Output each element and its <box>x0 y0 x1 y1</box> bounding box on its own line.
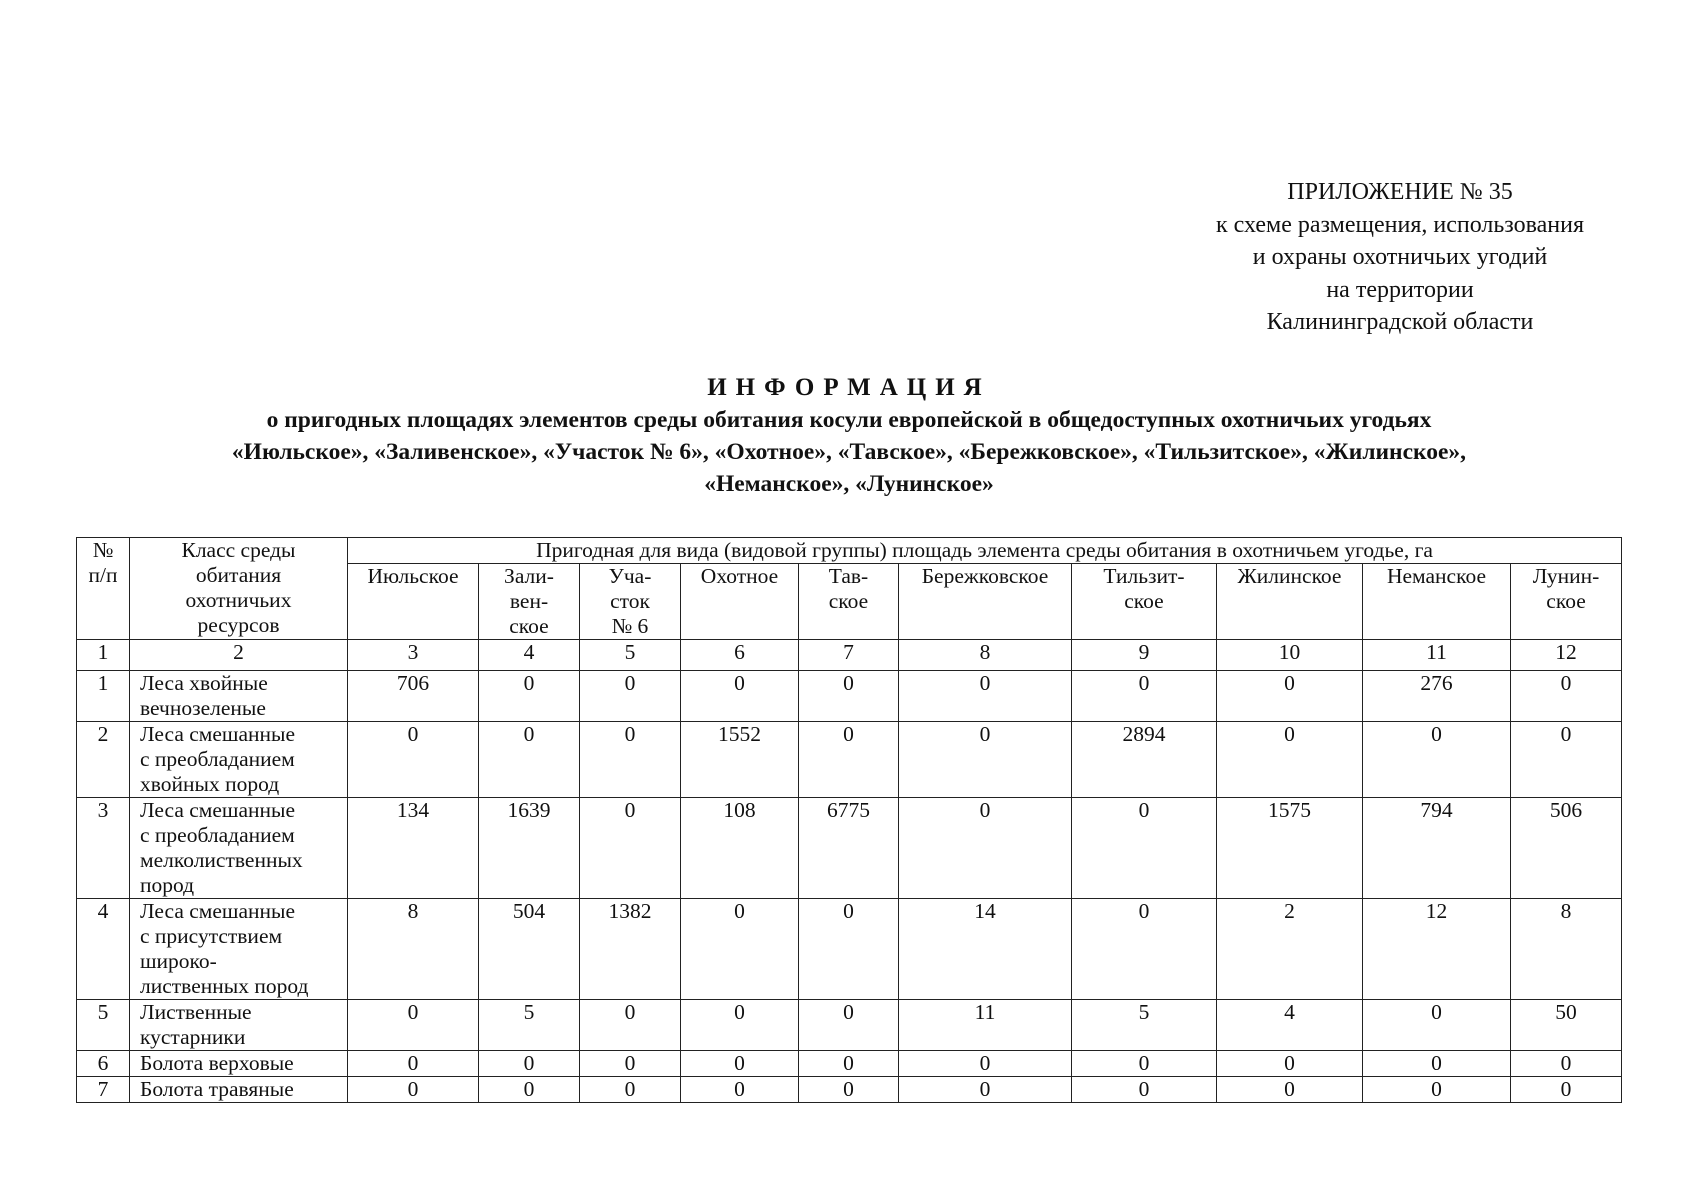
area-value: 0 <box>580 1051 681 1077</box>
area-value: 14 <box>899 899 1072 1000</box>
table-body <box>77 671 1622 1103</box>
heading-line: о пригодных площадях элементов среды обитания косули европейской в общедоступных охотничьих угодьях <box>266 407 1432 433</box>
area-value: 0 <box>479 671 580 722</box>
area-value: 5 <box>479 1000 580 1051</box>
area-value: 2 <box>1217 899 1363 1000</box>
area-value: 0 <box>681 671 799 722</box>
appendix-line: и охраны охотничьих угодий <box>1252 244 1548 270</box>
area-value: 706 <box>348 671 479 722</box>
area-value: 0 <box>899 798 1072 899</box>
area-value: 0 <box>479 1051 580 1077</box>
area-header-line: Лунин- <box>1532 564 1600 588</box>
area-value: 0 <box>681 1077 799 1103</box>
area-value: 0 <box>580 798 681 899</box>
header-class-line: обитания <box>195 563 282 587</box>
document-title: ИНФОРМАЦИЯ <box>707 374 991 401</box>
area-header <box>1072 564 1217 640</box>
area-header <box>1217 564 1363 640</box>
column-number: 10 <box>1217 640 1363 671</box>
area-value: 276 <box>1363 671 1511 722</box>
area-value: 0 <box>1217 1051 1363 1077</box>
column-number: 2 <box>130 640 348 671</box>
area-value: 0 <box>681 899 799 1000</box>
area-value: 0 <box>1511 1077 1622 1103</box>
table-row <box>77 798 1622 899</box>
area-value: 1575 <box>1217 798 1363 899</box>
area-value: 0 <box>580 1077 681 1103</box>
row-number: 2 <box>77 722 130 798</box>
area-value: 0 <box>681 1000 799 1051</box>
area-value: 5 <box>1072 1000 1217 1051</box>
habitat-class-line: Болота травяные <box>140 1077 294 1101</box>
area-value: 0 <box>1072 899 1217 1000</box>
habitat-class-line: Леса хвойные <box>140 671 268 695</box>
appendix-block <box>1180 176 1620 339</box>
row-number: 4 <box>77 899 130 1000</box>
area-header-line: вен- <box>509 589 549 613</box>
area-value: 0 <box>1363 1000 1511 1051</box>
area-value: 0 <box>681 1051 799 1077</box>
area-header-line: Охотное <box>700 564 779 588</box>
area-value: 11 <box>899 1000 1072 1051</box>
area-value: 0 <box>899 1077 1072 1103</box>
column-number: 5 <box>580 640 681 671</box>
area-value: 0 <box>1072 798 1217 899</box>
area-header-line: Тильзит- <box>1103 564 1185 588</box>
area-value: 134 <box>348 798 479 899</box>
area-header <box>580 564 681 640</box>
header-number <box>77 538 130 640</box>
area-header <box>1363 564 1511 640</box>
column-number: 3 <box>348 640 479 671</box>
area-header <box>899 564 1072 640</box>
area-value: 0 <box>1511 722 1622 798</box>
habitat-class <box>130 899 348 1000</box>
area-value: 0 <box>1511 671 1622 722</box>
header-class-line: Класс среды <box>181 538 296 562</box>
appendix-number: ПРИЛОЖЕНИЕ № 35 <box>1287 179 1513 205</box>
table-row <box>77 1051 1622 1077</box>
area-header-line: ское <box>828 589 869 613</box>
area-header <box>479 564 580 640</box>
area-value: 0 <box>1217 722 1363 798</box>
area-value: 0 <box>899 1051 1072 1077</box>
area-value: 1639 <box>479 798 580 899</box>
document-heading <box>60 372 1638 500</box>
area-value: 0 <box>1072 1051 1217 1077</box>
habitat-class-line: Лиственные <box>140 1000 252 1024</box>
area-header <box>1511 564 1622 640</box>
habitat-class-line: с присутствием <box>140 924 283 948</box>
row-number: 3 <box>77 798 130 899</box>
area-value: 0 <box>580 1000 681 1051</box>
habitat-class-line: широко- <box>140 949 217 973</box>
area-value: 794 <box>1363 798 1511 899</box>
area-value: 2894 <box>1072 722 1217 798</box>
area-value: 0 <box>348 1051 479 1077</box>
area-value: 0 <box>348 722 479 798</box>
area-value: 0 <box>799 1051 899 1077</box>
habitat-class <box>130 1051 348 1077</box>
area-header-line: Неманское <box>1386 564 1487 588</box>
area-header-line: № 6 <box>611 614 649 638</box>
header-area-group: Пригодная для вида (видовой группы) площадь элемента среды обитания в охотничьем угодье, га <box>348 538 1622 564</box>
habitat-class-line: вечнозеленые <box>140 696 266 720</box>
habitat-class-line: кустарники <box>140 1025 246 1049</box>
heading-line: «Неманское», «Лунинское» <box>704 471 994 497</box>
habitat-class <box>130 1000 348 1051</box>
header-habitat-class <box>130 538 348 640</box>
column-number: 11 <box>1363 640 1511 671</box>
habitat-class-line: Болота верховые <box>140 1051 294 1075</box>
row-number: 6 <box>77 1051 130 1077</box>
habitat-class-line: Леса смешанные <box>140 798 296 822</box>
area-value: 0 <box>799 1000 899 1051</box>
area-value: 1382 <box>580 899 681 1000</box>
area-value: 0 <box>799 1077 899 1103</box>
area-value: 0 <box>1217 671 1363 722</box>
column-number: 12 <box>1511 640 1622 671</box>
column-number: 9 <box>1072 640 1217 671</box>
area-value: 0 <box>799 671 899 722</box>
area-value: 0 <box>479 722 580 798</box>
area-value: 0 <box>1072 671 1217 722</box>
area-value: 0 <box>899 671 1072 722</box>
area-value: 0 <box>580 722 681 798</box>
area-header-line: Жилинское <box>1237 564 1342 588</box>
header-class-line: ресурсов <box>197 613 280 637</box>
area-header-line: Уча- <box>608 564 652 588</box>
appendix-line: Калининградской области <box>1266 309 1534 335</box>
header-class-line: охотничьих <box>185 588 292 612</box>
habitat-class-line: лиственных пород <box>140 974 309 998</box>
area-value: 0 <box>1363 722 1511 798</box>
row-number: 5 <box>77 1000 130 1051</box>
area-value: 6775 <box>799 798 899 899</box>
table-row <box>77 1000 1622 1051</box>
column-number: 1 <box>77 640 130 671</box>
area-value: 1552 <box>681 722 799 798</box>
area-value: 0 <box>1363 1077 1511 1103</box>
area-header-line: сток <box>610 589 650 613</box>
appendix-line: к схеме размещения, использования <box>1215 211 1585 238</box>
area-header-line: ское <box>509 614 549 638</box>
habitat-class <box>130 671 348 722</box>
column-number: 8 <box>899 640 1072 671</box>
area-header-line: Июльское <box>367 564 459 588</box>
row-number: 7 <box>77 1077 130 1103</box>
habitat-class-line: с преобладанием <box>140 747 295 771</box>
table-row <box>77 671 1622 722</box>
habitat-class-line: хвойных пород <box>140 772 280 796</box>
habitat-class <box>130 1077 348 1103</box>
area-value: 0 <box>1217 1077 1363 1103</box>
habitat-class <box>130 798 348 899</box>
area-value: 0 <box>799 722 899 798</box>
area-header-line: Бережковское <box>921 564 1049 588</box>
area-value: 0 <box>1363 1051 1511 1077</box>
area-value: 0 <box>1072 1077 1217 1103</box>
table-row <box>77 899 1622 1000</box>
area-header <box>681 564 799 640</box>
area-value: 8 <box>1511 899 1622 1000</box>
table-row <box>77 722 1622 798</box>
area-value: 0 <box>479 1077 580 1103</box>
habitat-class-line: мелколиственных <box>140 848 303 872</box>
area-value: 8 <box>348 899 479 1000</box>
habitat-class-line: Леса смешанные <box>140 899 296 923</box>
area-value: 12 <box>1363 899 1511 1000</box>
area-header-line: ское <box>1546 589 1586 613</box>
area-value: 0 <box>899 722 1072 798</box>
habitat-class <box>130 722 348 798</box>
area-value: 108 <box>681 798 799 899</box>
habitat-class-line: с преобладанием <box>140 823 295 847</box>
area-value: 506 <box>1511 798 1622 899</box>
area-value: 0 <box>580 671 681 722</box>
area-value: 0 <box>348 1077 479 1103</box>
table-row <box>77 1077 1622 1103</box>
area-value: 4 <box>1217 1000 1363 1051</box>
area-value: 504 <box>479 899 580 1000</box>
area-value: 50 <box>1511 1000 1622 1051</box>
row-number: 1 <box>77 671 130 722</box>
habitat-class-line: Леса смешанные <box>140 722 296 746</box>
area-table <box>76 537 1622 1103</box>
habitat-class-line: пород <box>140 873 195 897</box>
area-header <box>799 564 899 640</box>
area-header-line: ское <box>1124 589 1164 613</box>
appendix-line: на территории <box>1326 276 1474 303</box>
area-value: 0 <box>1511 1051 1622 1077</box>
area-value: 0 <box>348 1000 479 1051</box>
area-value: 0 <box>799 899 899 1000</box>
column-number: 4 <box>479 640 580 671</box>
header-number-line: п/п <box>88 563 118 587</box>
area-header-line: Зали- <box>504 564 554 588</box>
area-header <box>348 564 479 640</box>
area-header-line: Тав- <box>828 564 869 588</box>
column-number: 6 <box>681 640 799 671</box>
column-number: 7 <box>799 640 899 671</box>
column-number-row <box>77 640 1622 671</box>
heading-line: «Июльское», «Заливенское», «Участок № 6», «Охотное», «Тавское», «Бережковское», «Тильзитское», «Жилинское», <box>231 439 1467 465</box>
header-number-line: № <box>92 538 114 562</box>
